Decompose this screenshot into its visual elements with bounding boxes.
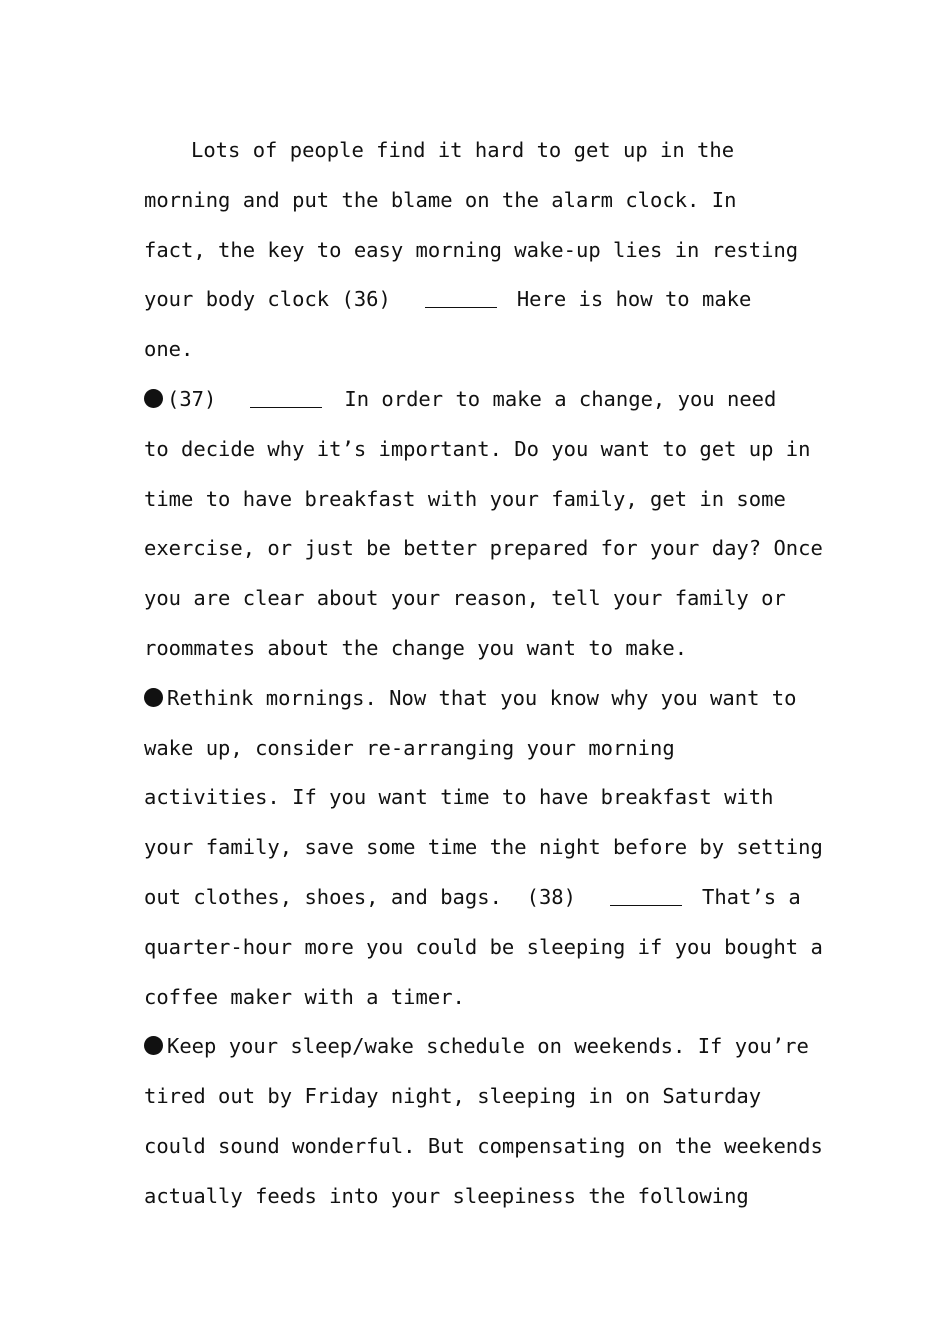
text-line: activities. If you want time to have breakfast with [144,785,774,810]
text-line: morning and put the blame on the alarm clock. In [144,187,737,212]
answer-blank-38 [610,889,682,906]
text-line [144,674,824,724]
text-segment: That’s a [701,884,801,909]
text-line: actually feeds into your sleepiness the following [144,1183,749,1208]
bullet-icon [144,389,163,408]
answer-blank-36 [425,291,497,308]
text-line: fact, the key to easy morning wake-up lies in resting [144,237,799,262]
text-line: Lots of people find it hard to get up in the [191,138,735,162]
text-segment: Keep your sleep/wake schedule on weekends. If you’re [167,1034,809,1059]
text-line: roommates about the change you want to make. [144,635,688,660]
bullet-item-weekends [144,1022,824,1221]
text-line: one. [144,337,194,362]
text-line: to decide why it’s important. Do you want to get up in [144,436,811,461]
bullet-item-rethink-mornings [144,674,824,1023]
intro-paragraph [144,126,824,375]
text-line [144,873,824,923]
question-number: (37) [167,386,217,411]
text-line: coffee maker with a timer. [144,984,465,1009]
text-segment: Rethink mornings. Now that you know why you want to [167,685,797,710]
text-line [144,375,824,425]
document-body [144,126,824,1222]
text-line: you are clear about your reason, tell your family or [144,586,786,611]
text-line: could sound wonderful. But compensating on the weekends [144,1133,823,1158]
text-line [144,275,824,325]
text-line: exercise, or just be better prepared for your day? Once [144,536,823,561]
text-segment: out clothes, shoes, and bags. (38) [144,884,576,909]
text-line: quarter-hour more you could be sleeping if you bought a [144,934,823,959]
answer-blank-37 [250,391,322,408]
bullet-item-37 [144,375,824,674]
text-segment: In order to make a change, you need [344,386,777,411]
text-segment: Here is how to make [516,287,752,312]
text-line [144,1022,824,1072]
text-line: wake up, consider re-arranging your morning [144,735,675,760]
bullet-icon [144,688,163,707]
text-line: tired out by Friday night, sleeping in on Saturday [144,1084,762,1109]
bullet-icon [144,1036,163,1055]
text-line: your family, save some time the night before by setting [144,835,823,860]
text-segment: your body clock (36) [144,287,391,312]
text-line: time to have breakfast with your family, get in some [144,486,786,511]
